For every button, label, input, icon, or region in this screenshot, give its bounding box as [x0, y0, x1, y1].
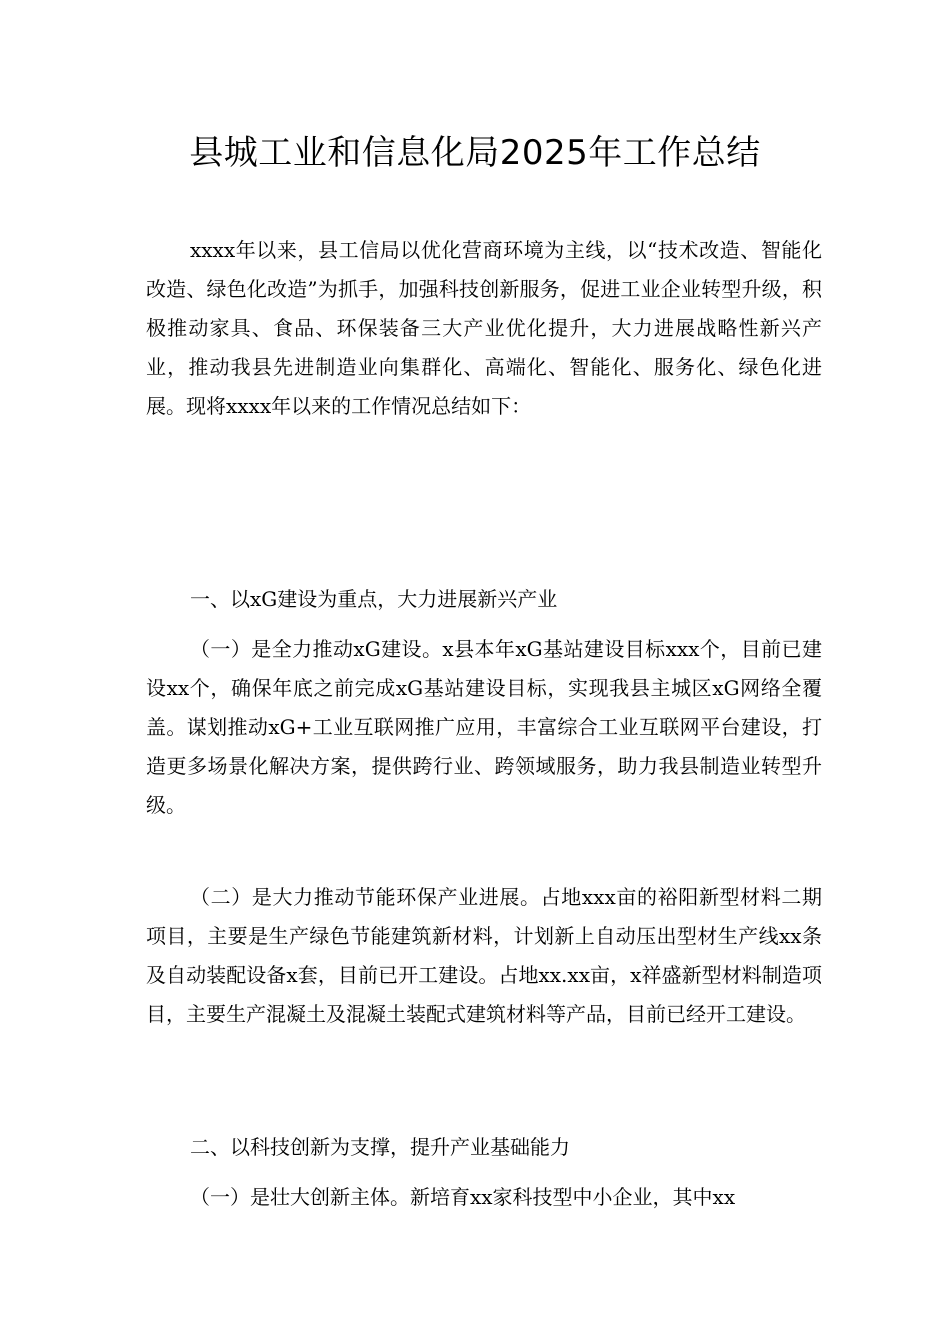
- section-1-item-1-paragraph: （一）是全力推动xG建设。x县本年xG基站建设目标xxx个，目前已建设xx个，确保年底之前完成xG基站建设目标，实现我县主城区xG网络全覆盖。谋划推动xG+工业互联网推广应用，丰富综合工业互联网平台建设，打造更多场景化解决方案，提供跨行业、跨领域服务，助力我县制造业转型升级。: [146, 637, 822, 817]
- section-2-item-1-paragraph: （一）是壮大创新主体。新培育xx家科技型中小企业，其中xx: [190, 1185, 736, 1209]
- section-1-item-2-paragraph: （二）是大力推动节能环保产业进展。占地xxx亩的裕阳新型材料二期项目，主要是生产绿色节能建筑新材料，计划新上自动压出型材生产线xx条及自动装配设备x套，目前已开工建设。占地xx.xx亩，x祥盛新型材料制造项目，主要生产混凝土及混凝土装配式建筑材料等产品，目前已经开工建设。: [146, 885, 822, 1026]
- document-title: 县城工业和信息化局2025年工作总结: [189, 133, 761, 173]
- intro-paragraph: xxxx年以来，县工信局以优化营商环境为主线，以“技术改造、智能化改造、绿色化改造”为抓手，加强科技创新服务，促进工业企业转型升级，积极推动家具、食品、环保装备三大产业优化提升，大力进展战略性新兴产业，推动我县先进制造业向集群化、高端化、智能化、服务化、绿色化进展。现将xxxx年以来的工作情况总结如下：: [146, 238, 822, 418]
- section-1-heading: 一、以xG建设为重点，大力进展新兴产业: [190, 587, 558, 611]
- section-2-heading: 二、以科技创新为支撑，提升产业基础能力: [190, 1135, 570, 1159]
